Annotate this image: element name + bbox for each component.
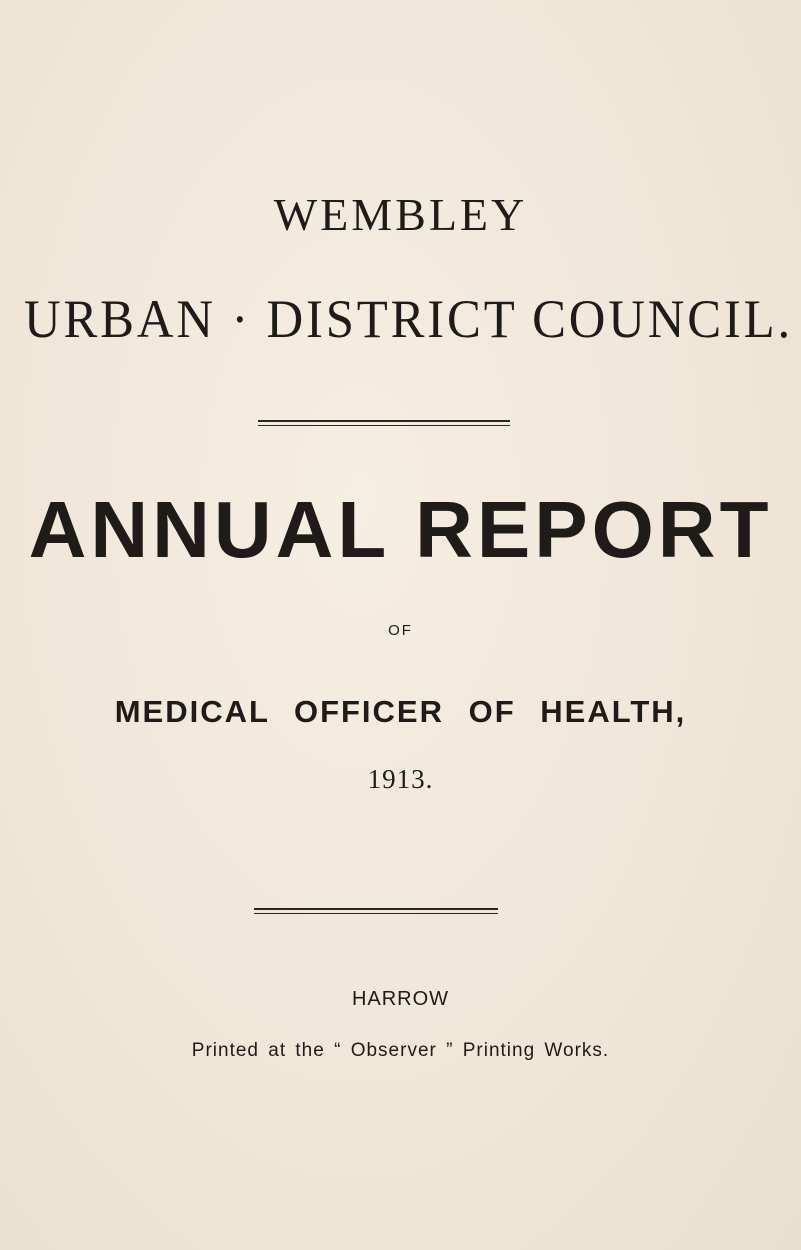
town-name: WEMBLEY <box>273 189 528 240</box>
title-connector: OF <box>388 622 413 639</box>
report-title: ANNUAL REPORT <box>28 485 773 574</box>
report-subtitle: MEDICAL OFFICER OF HEALTH, <box>114 694 687 729</box>
double-rule-top <box>258 420 510 426</box>
council-name: URBAN · DISTRICT COUNCIL. <box>24 289 793 349</box>
report-year: 1913. <box>367 764 434 794</box>
imprint-printer: Printed at the “ Observer ” Printing Works. <box>191 1040 610 1061</box>
imprint-place: HARROW <box>351 988 450 1010</box>
double-rule-bottom <box>254 908 498 914</box>
